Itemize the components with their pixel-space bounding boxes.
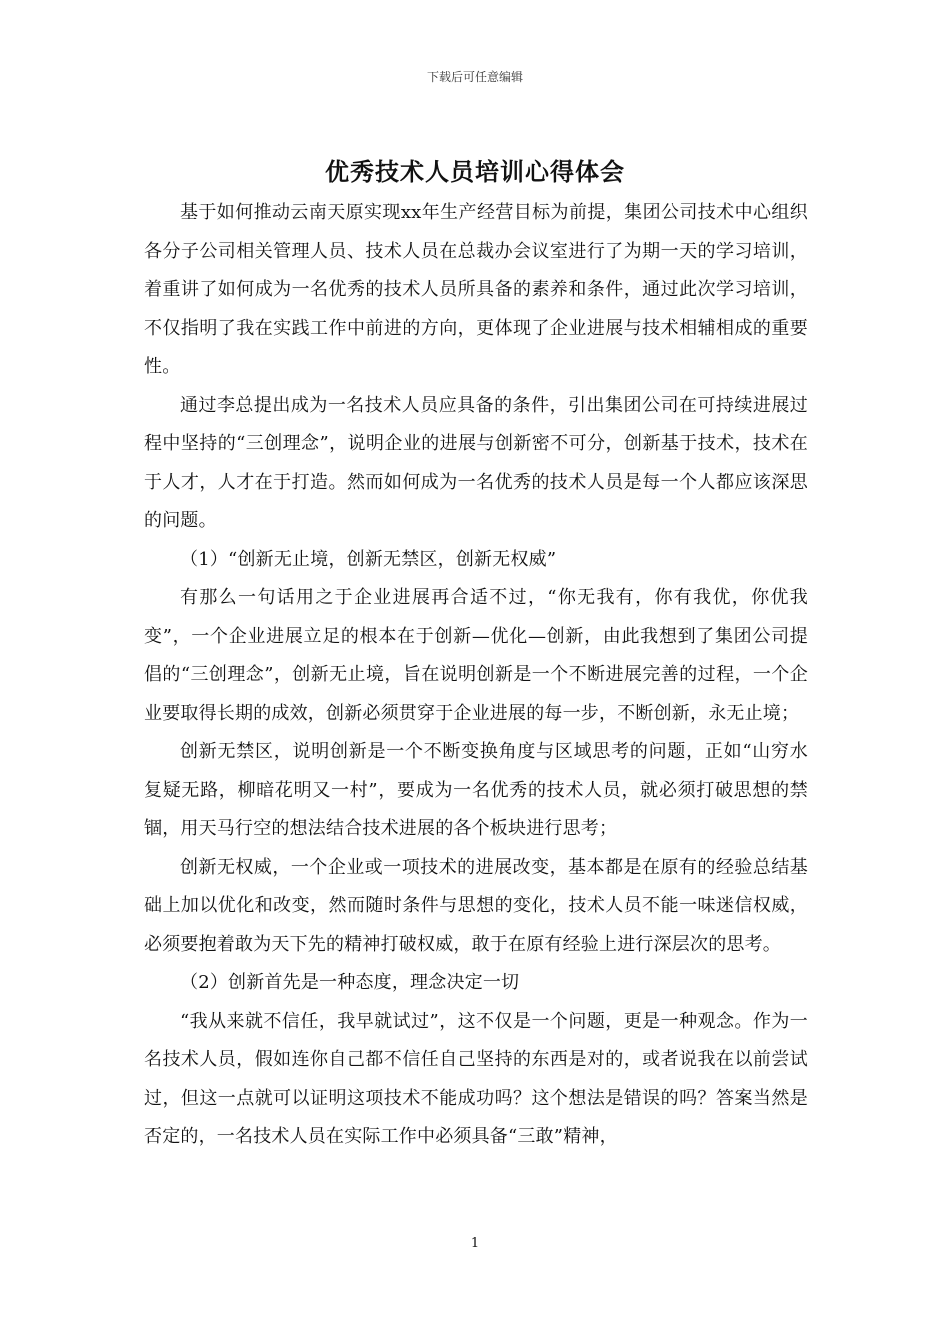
paragraph-attitude: “我从来就不信任，我早就试过”，这不仅是一个问题，更是一种观念。作为一名技术人员，假如连你自己都不信任自己坚持的东西是对的，或者说我在以前尝试过，但这一点就可以证明这项技术不能成功吗？这个想法是错误的吗？答案当然是否定的，一名技术人员在实际工作中必须具备“三敢”精神， [144,1010,808,1147]
paragraph-no-forbidden-zone: 创新无禁区，说明创新是一个不断变换角度与区域思考的问题，正如“山穷水复疑无路，柳暗花明又一村”，要成为一名优秀的技术人员，就必须打破思想的禁锢，用天马行空的想法结合技术进展的各个板块进行思考； [144,741,808,839]
paragraph-intro: 基于如何推动云南天原实现xx年生产经营目标为前提，集团公司技术中心组织各分子公司相关管理人员、技术人员在总裁办会议室进行了为期一天的学习培训，着重讲了如何成为一名优秀的技术人员所具备的素养和条件，通过此次学习培训，不仅指明了我在实践工作中前进的方向，更体现了企业进展与技术相辅相成的重要性。 [144,202,808,377]
header-note: 下载后可任意编辑 [426,70,523,84]
paragraph-three-innovations: 通过李总提出成为一名技术人员应具备的条件，引出集团公司在可持续进展过程中坚持的“三创理念”，说明企业的进展与创新密不可分，创新基于技术，技术在于人才，人才在于打造。然而如何成为一名优秀的技术人员是每一个人都应该深思的问题。 [144,394,808,531]
page-number: 1 [470,1236,480,1251]
section-heading-2: （2）创新首先是一种态度，理念决定一切 [180,972,520,993]
paragraph-no-authority: 创新无权威，一个企业或一项技术的进展改变，基本都是在原有的经验总结基础上加以优化和改变，然而随时条件与思想的变化，技术人员不能一味迷信权威，必须要抱着敢为天下先的精神打破权威，敢于在原有经验上进行深层次的思考。 [144,856,808,955]
paragraph-no-limits: 有那么一句话用之于企业进展再合适不过，“你无我有，你有我优，你优我变”，一个企业进展立足的根本在于创新—优化—创新，由此我想到了集团公司提倡的“三创理念”，创新无止境，旨在说明创新是一个不断进展完善的过程，一个企业要取得长期的成效，创新必须贯穿于企业进展的每一步，不断创新，永无止境； [144,587,808,724]
section-heading-1: （1）“创新无止境，创新无禁区，创新无权威” [180,548,557,570]
document-title: 优秀技术人员培训心得体会 [325,157,625,186]
document-body [144,194,808,1157]
